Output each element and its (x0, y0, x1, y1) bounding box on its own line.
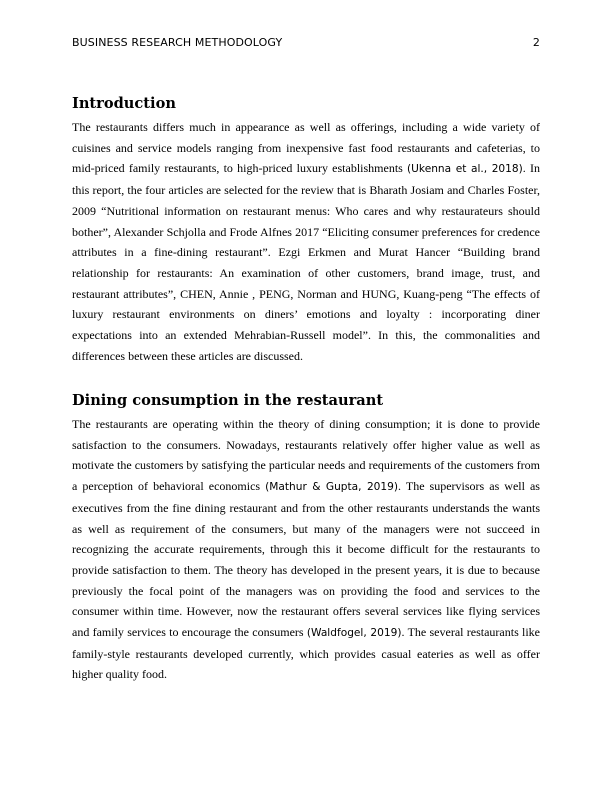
citation: (Waldfogel, 2019) (306, 627, 402, 640)
citation: (Ukenna et al., 2018) (407, 163, 523, 176)
page-number: 2 (532, 36, 540, 49)
introduction-paragraph (72, 117, 540, 366)
section-heading-dining-consumption: Dining consumption in the restaurant (72, 392, 384, 409)
text-run: . The several restaurants like family-style restaurants developed currently, which provides casual eateries as well as offer higher quality food. (72, 625, 541, 682)
running-title: BUSINESS RESEARCH METHODOLOGY (72, 36, 283, 49)
dining-consumption-paragraph (72, 414, 540, 685)
text-run: The restaurants differs much in appearance as well as offerings, including a wide variety of cuisines and service models ranging from inexpensive fast food restaurants and cafeterias, to mid-priced family restaurants, to high-priced luxury establishments (72, 120, 540, 176)
text-run: The restaurants are operating within the theory of dining consumption; it is done to provide satisfaction to the consumers. Nowadays, restaurants relatively offer higher value as well as motivate the customers by satisfying the particular needs and requirements of the customers from a perception of behavioral economics (72, 417, 540, 494)
text-run: . In this report, the four articles are selected for the review that is Bharath Josiam and Charles Foster, 2009 “Nutritional information on restaurant menus: Who cares and why restaurateurs should bother”, Alexander Schjolla and Frode Alfnes 2017 “Eliciting consumer preferences for credence attributes in a fine-dining restaurant”. Ezgi Erkmen and Murat Hancer “Building brand relationship for restaurants: An examination of other customers, brand image, trust, and restaurant attributes”, CHEN, Annie , PENG, Norman and HUNG, Kuang-peng “The effects of luxury restaurant environments on diners’ emotions and loyalty : incorporating diner expectations into an extended Mehrabian-Russell model”. In this, the commonalities and differences between these articles are discussed. (72, 161, 541, 363)
text-run: . The supervisors as well as executives from the fine dining restaurant and from the other restaurants understands the wants as well as requirement of the consumers, but many of the managers were not succeed in recognizing the accurate requirements, through this it become difficult for the restaurants to provide satisfaction to them. The theory has developed in the present years, it is due to because previously the focal point of the managers was on providing the food and services to the consumer within time. However, now the restaurant offers several services like flying services and family services to encourage the consumers (72, 479, 540, 640)
running-header (72, 36, 540, 49)
section-heading-introduction: Introduction (72, 95, 176, 112)
citation: (Mathur & Gupta, 2019) (265, 481, 399, 494)
